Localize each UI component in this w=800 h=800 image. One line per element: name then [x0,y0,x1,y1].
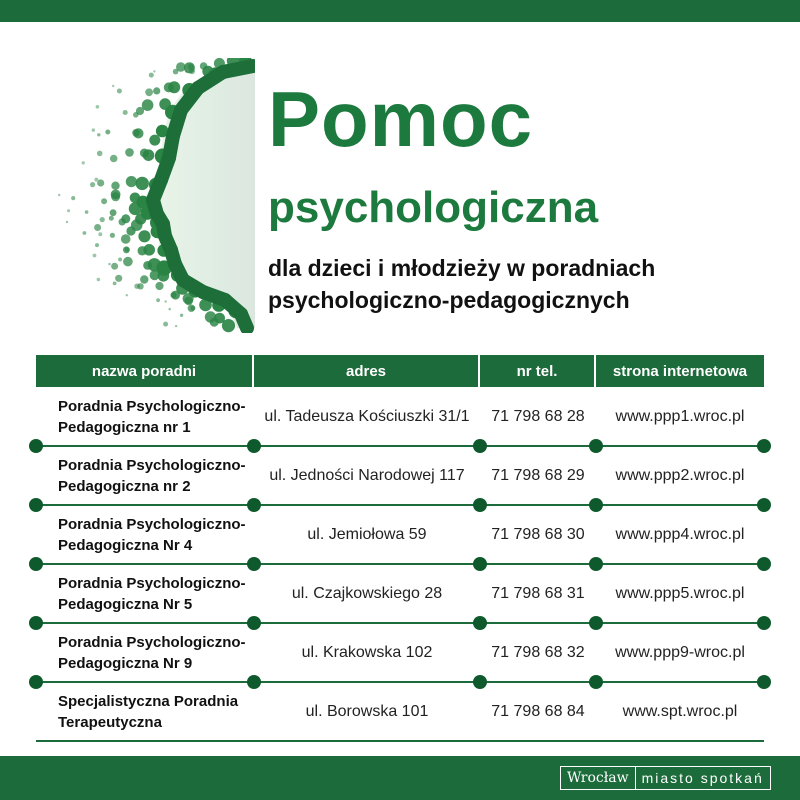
decorative-dot [90,182,95,187]
clinic-address: ul. Czajkowskiego 28 [291,584,443,602]
decorative-dot [58,194,60,196]
decorative-dot [159,98,171,110]
decorative-dot [82,161,85,164]
clinic-name-line: Pedagogiczna Nr 4 [58,536,193,554]
decorative-dot [126,176,137,187]
clinic-phone: 71 798 68 28 [491,407,585,425]
clinic-name-line: Specjalistyczna Poradnia [58,692,239,710]
decorative-dot [124,247,129,252]
decorative-dot [110,155,118,163]
clinic-name [36,564,254,623]
page-description [268,252,768,316]
decorative-dot [97,151,103,157]
clinic-name-line: Pedagogiczna nr 2 [58,477,191,495]
decorative-dot [180,314,183,317]
decorative-dot [108,263,111,266]
description-line: dla dzieci i młodzieży w poradniach [268,255,656,281]
profile-outline-segment [241,314,247,328]
clinic-phone: 71 798 68 84 [491,702,585,720]
decorative-dot [129,202,142,215]
decorative-dot [155,282,163,290]
decorative-dot [190,306,195,311]
decorative-dot [184,297,193,306]
brand-city: Wrocław [561,767,636,789]
clinic-name [36,446,254,505]
decorative-dot [126,294,128,296]
clinic-name-line: Poradnia Psychologiczno- [58,456,246,474]
head-profile-dots-icon [55,58,255,333]
decorative-dot [173,69,179,75]
decorative-dot [125,148,134,157]
decorative-dot [168,308,171,311]
decorative-dot [156,298,160,302]
clinic-name-line: Pedagogiczna Nr 9 [58,654,193,672]
decorative-dot [110,209,117,216]
clinic-address: ul. Tadeusza Kościuszki 31/1 [264,407,470,425]
clinic-name-line: Poradnia Psychologiczno- [58,515,246,533]
decorative-dot [100,217,105,222]
row-divider [36,740,764,742]
page-title: Pomoc [268,75,534,163]
decorative-dot [132,129,140,137]
table-row [36,623,764,682]
clinic-name-line: Terapeutyczna [58,713,162,731]
decorative-dot [85,210,89,214]
decorative-dot [210,318,219,327]
clinic-website: www.spt.wroc.pl [622,702,738,720]
decorative-dot [67,209,70,212]
decorative-dot [71,196,75,200]
decorative-dot [153,70,155,72]
brand-tagline: miasto spotkań [641,770,764,786]
decorative-dot [112,85,114,87]
decorative-dot [153,87,160,94]
decorative-dot [175,325,177,327]
decorative-dot [140,149,149,158]
decorative-dot [165,300,167,302]
decorative-dot [145,88,153,96]
decorative-dot [150,270,160,280]
decorative-dot [117,89,122,94]
table-header [36,355,764,387]
decorative-dot [111,263,118,270]
decorative-dot [101,198,107,204]
decorative-dot [170,292,176,298]
top-bar [0,0,800,22]
clinics-table [36,355,764,741]
clinic-address: ul. Borowska 101 [305,702,429,720]
decorative-dot [94,224,101,231]
decorative-dot [96,105,100,109]
column-header-name: nazwa poradni [36,355,254,387]
description-line: psychologiczno-pedagogicznych [268,287,630,313]
clinic-website: www.ppp4.wroc.pl [615,525,745,543]
table-row [36,446,764,505]
decorative-dot [97,133,100,136]
clinic-name [36,387,254,446]
decorative-dot [123,110,128,115]
decorative-dot [111,192,120,201]
wroclaw-brand-logo [560,766,771,790]
decorative-dot [149,135,160,146]
page-subtitle: psychologiczna [268,183,599,232]
clinic-name [36,505,254,564]
column-header-phone: nr tel. [480,355,596,387]
column-header-website: strona internetowa [596,355,764,387]
clinic-name [36,623,254,682]
decorative-dot [66,221,68,223]
decorative-dot [143,261,152,270]
clinic-address: ul. Krakowska 102 [301,643,433,661]
decorative-dot [119,218,126,225]
clinic-website: www.ppp5.wroc.pl [615,584,745,602]
table-row [36,505,764,564]
decorative-dot [118,258,122,262]
table-row [36,564,764,623]
decorative-dot [163,322,168,327]
decorative-dot [149,73,154,78]
clinic-name-line: Pedagogiczna Nr 5 [58,595,193,613]
decorative-dot [92,128,95,131]
decorative-dot [130,193,141,204]
clinic-address: ul. Jemiołowa 59 [307,525,427,543]
decorative-dot [222,319,235,332]
decorative-dot [138,230,150,242]
clinic-address: ul. Jedności Narodowej 117 [269,466,465,484]
clinic-website: www.ppp2.wroc.pl [615,466,745,484]
decorative-dot [109,216,114,221]
decorative-dot [184,62,195,73]
clinic-name-line: Poradnia Psychologiczno- [58,574,246,592]
decorative-dot [138,246,147,255]
decorative-dot [110,233,115,238]
decorative-dot [98,232,102,236]
clinic-phone: 71 798 68 29 [491,466,585,484]
decorative-dot [97,278,101,282]
decorative-dot [140,275,148,283]
table-body [36,387,764,741]
decorative-dot [111,182,119,190]
clinic-phone: 71 798 68 30 [491,525,585,543]
decorative-dot [83,231,87,235]
table-row [36,682,764,741]
clinic-name-line: Pedagogiczna nr 1 [58,418,191,436]
clinic-phone: 71 798 68 32 [491,643,585,661]
decorative-dot [136,177,149,190]
clinic-name [36,682,254,741]
decorative-dot [126,226,135,235]
decorative-dot [93,254,97,258]
table-row [36,387,764,446]
clinic-name-line: Poradnia Psychologiczno- [58,633,246,651]
decorative-dot [95,243,99,247]
clinic-phone: 71 798 68 31 [491,584,585,602]
decorative-dot [121,234,131,244]
decorative-dot [105,130,110,135]
decorative-dot [164,82,174,92]
decorative-dot [133,112,139,118]
column-header-address: adres [254,355,480,387]
decorative-dot [134,284,139,289]
decorative-dot [115,275,122,282]
clinic-website: www.ppp1.wroc.pl [615,407,745,425]
clinic-name-line: Poradnia Psychologiczno- [58,397,246,415]
clinic-website: www.ppp9-wroc.pl [615,643,745,661]
decorative-dot [94,178,98,182]
decorative-dot [113,282,117,286]
decorative-dot [123,257,133,267]
